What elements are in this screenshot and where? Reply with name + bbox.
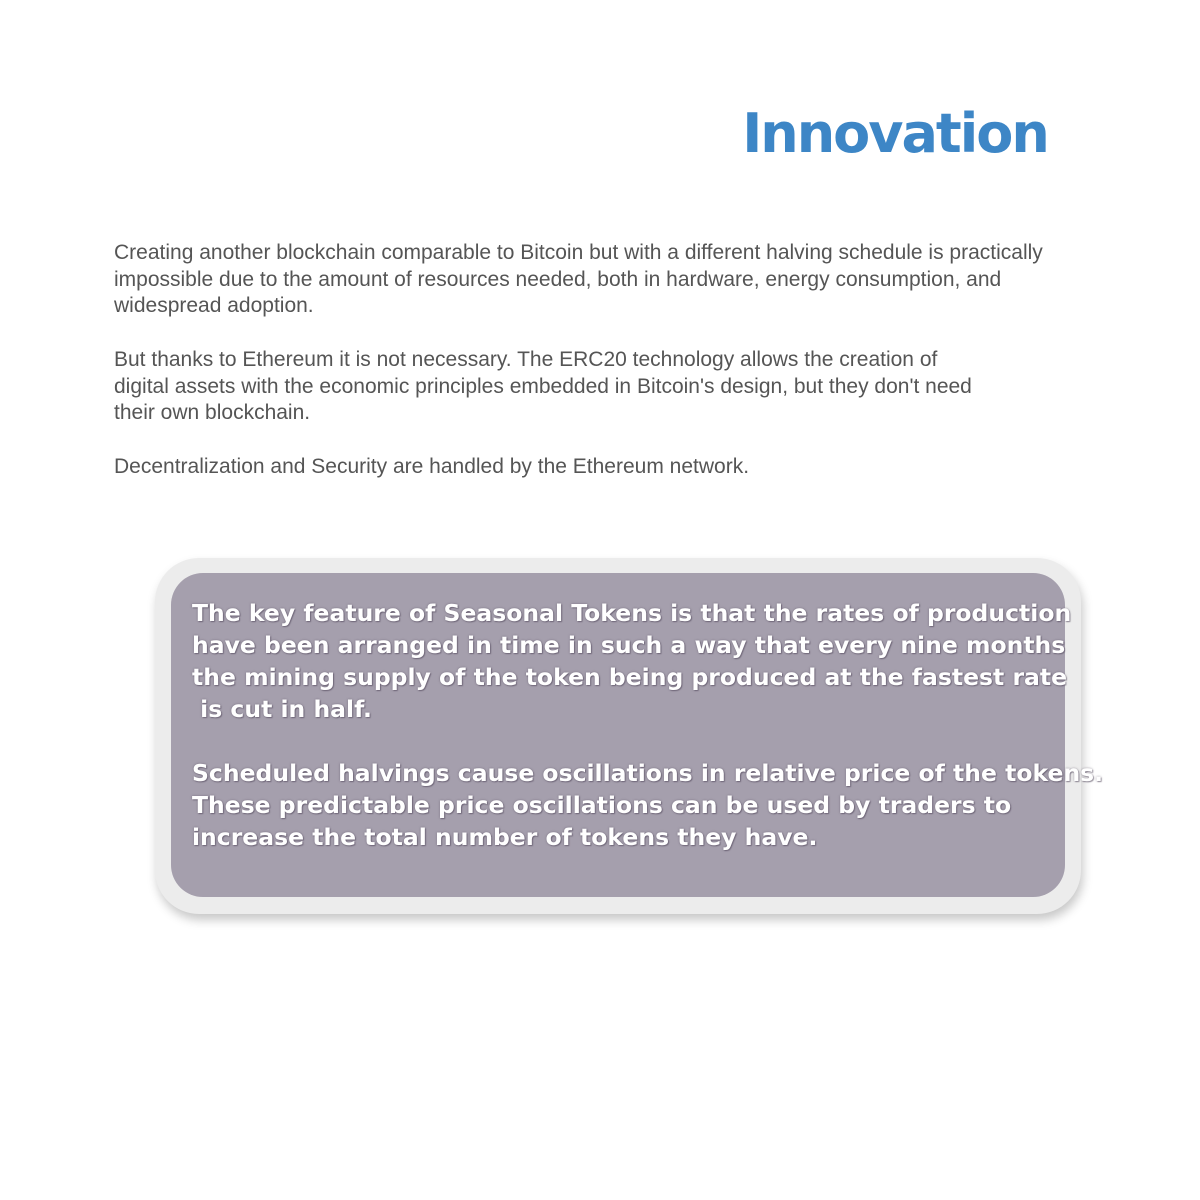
intro-text-block [114,240,1104,480]
page-title: Innovation [742,102,1048,165]
callout-card-frame [155,558,1104,914]
callout-text [192,597,1104,853]
intro-paragraph: Creating another blockchain comparable to Bitcoin but with a different halving schedule is practically impossible due to the amount of resources needed, both in hardware, energy consumption, and widespread adoption. [114,241,1043,318]
intro-paragraph: But thanks to Ethereum it is not necessary. The ERC20 technology allows the creation of digital assets with the economic principles embedded in Bitcoin's design, but they don't need their own blockchain. [114,347,972,425]
callout-paragraph: The key feature of Seasonal Tokens is that the rates of production have been arranged in time in such a way that every nine months the mining supply of the token being produced at the fastest rate is cut in half. [192,599,1072,723]
callout-paragraph: Scheduled halvings cause oscillations in relative price of the tokens. These predictable price oscillations can be used by traders to increase the total number of tokens they have. [192,759,1104,851]
intro-paragraph: Decentralization and Security are handled by the Ethereum network. [114,454,750,478]
callout-card [171,573,1104,897]
